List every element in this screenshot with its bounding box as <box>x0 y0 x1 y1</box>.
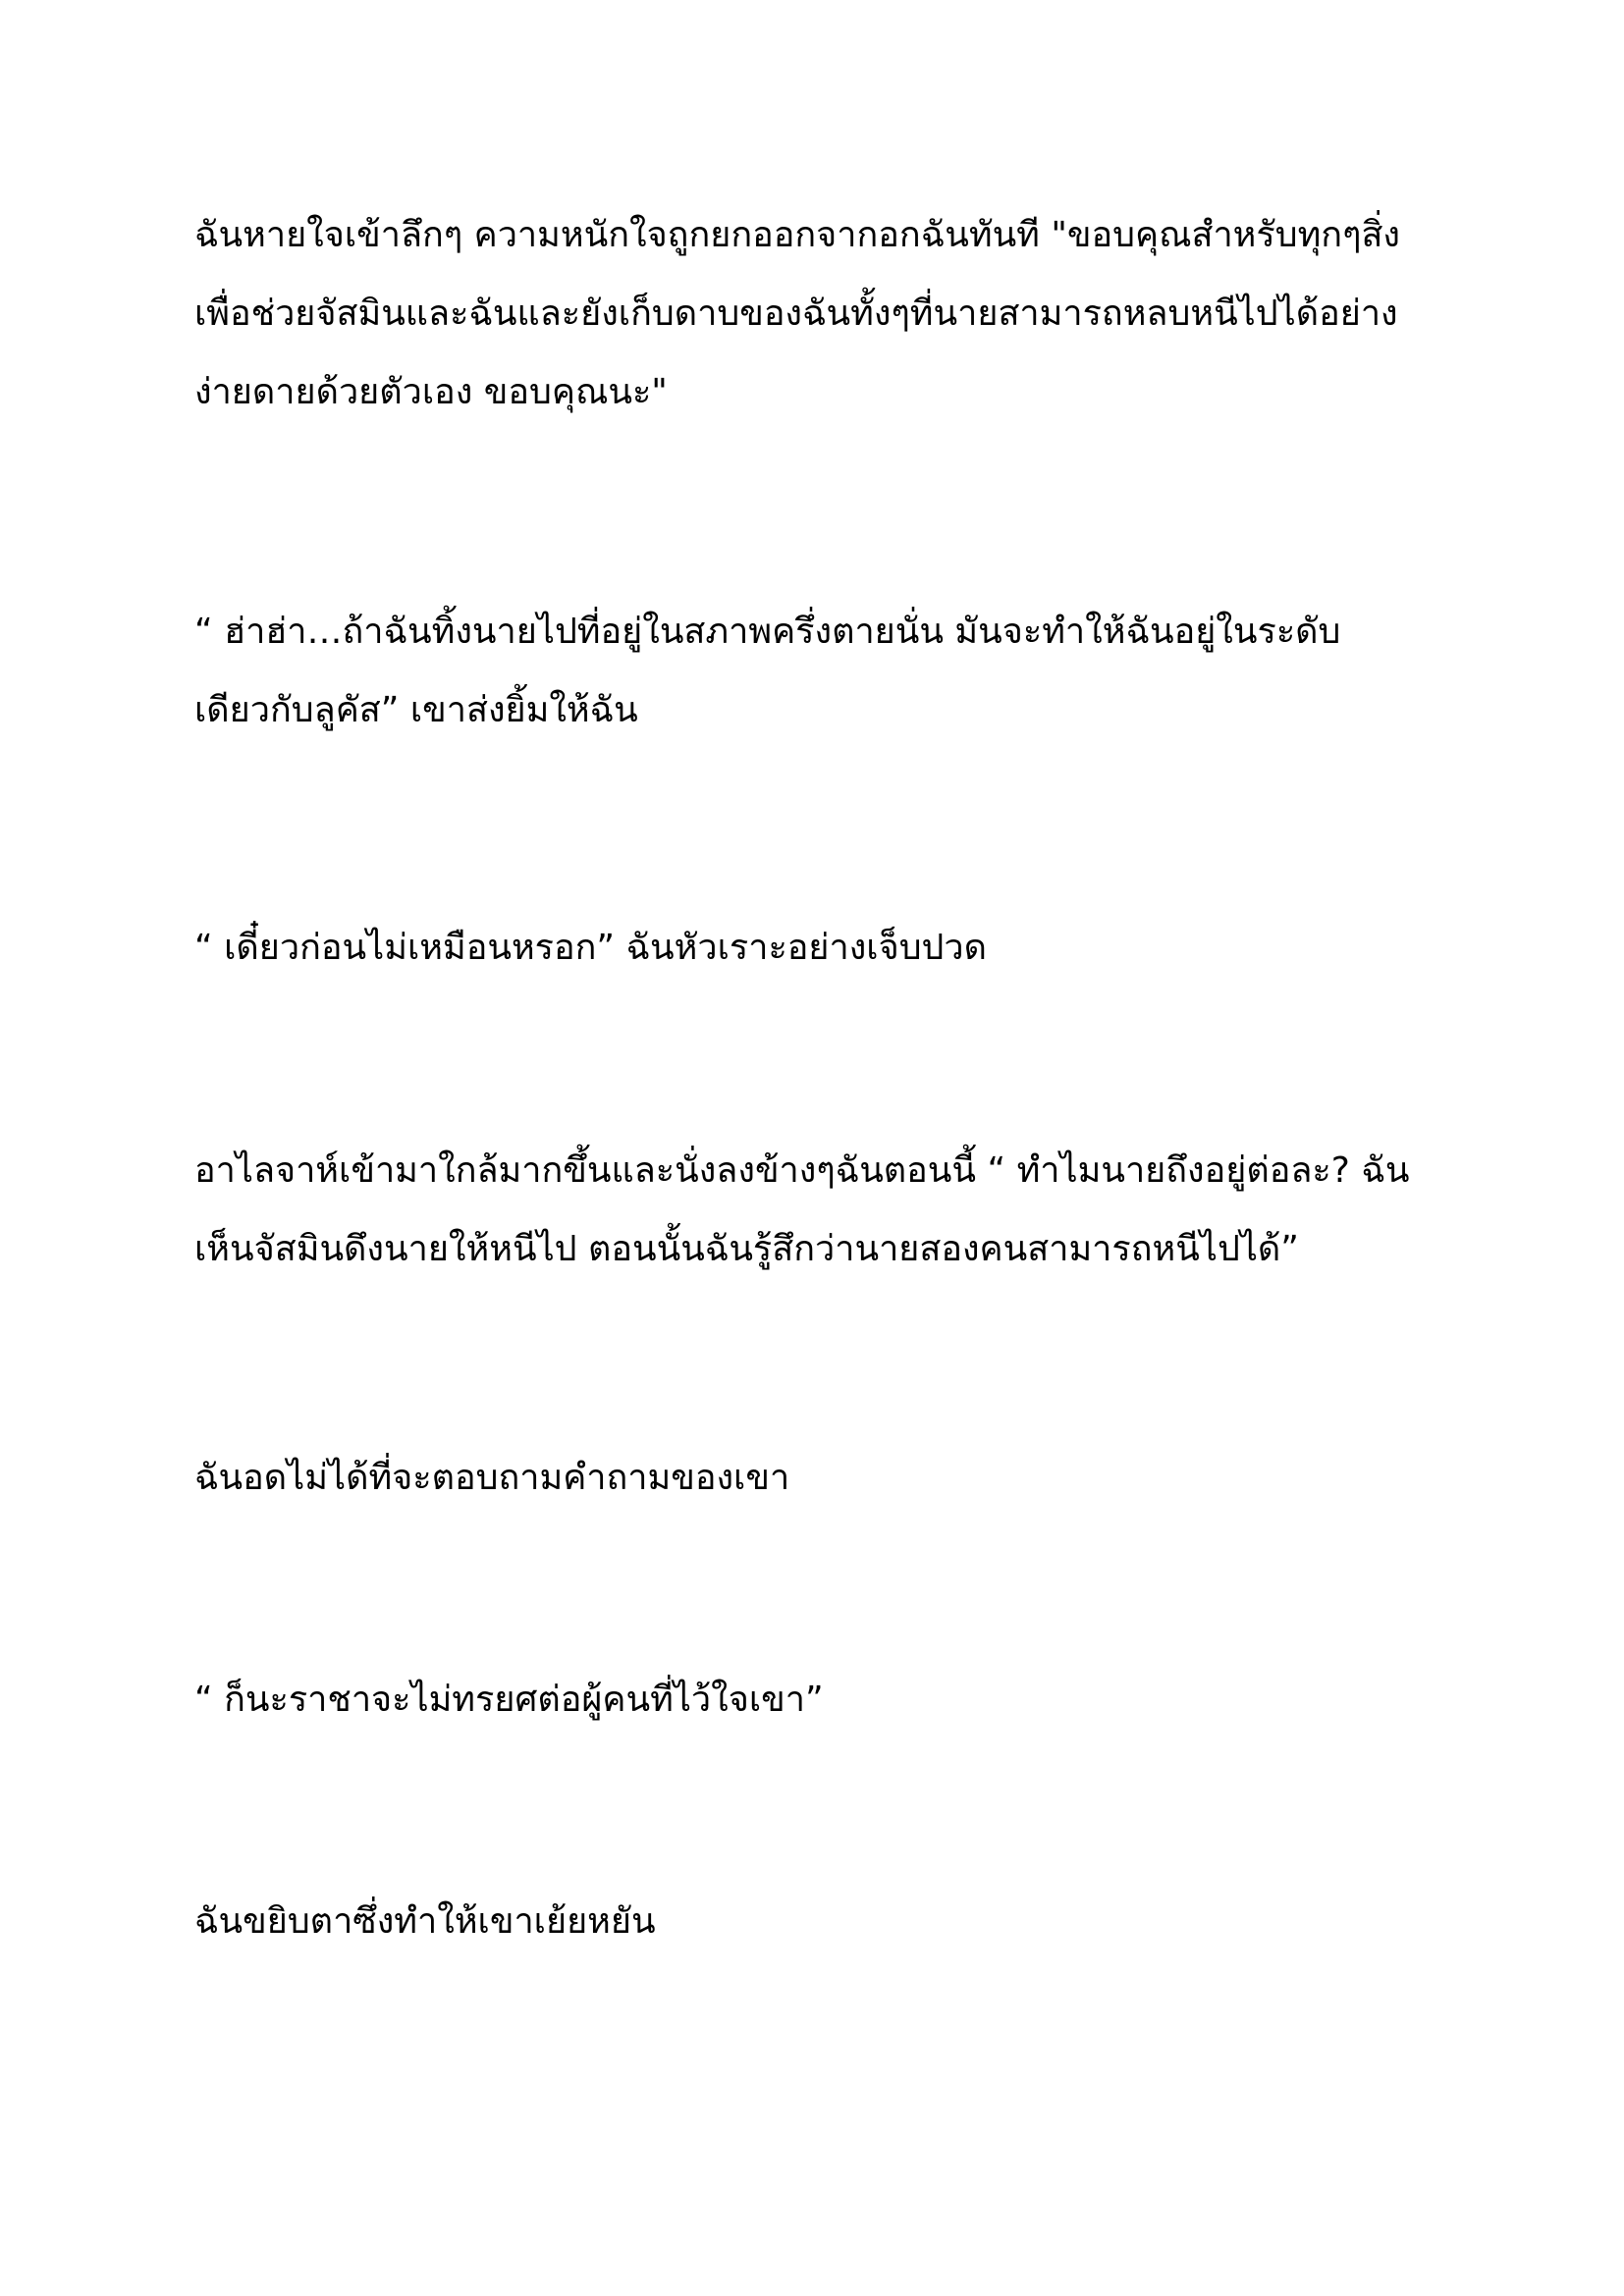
paragraph-7 <box>194 1883 1432 1961</box>
text-line: “ ฮ่าฮ่า…ถ้าฉันทิ้งนายไปที่อยู่ในสภาพครึ่งตายนั่น มันจะทำให้ฉันอยู่ในระดับ <box>194 612 1341 652</box>
paragraph-6 <box>194 1661 1432 1739</box>
paragraph-5 <box>194 1439 1432 1518</box>
text-line: เดียวกับลูคัส” เขาส่งยิ้มให้ฉัน <box>194 690 638 730</box>
text-line: “ ก็นะราชาจะไม่ทรยศต่อผู้คนที่ไว้ใจเขา” <box>194 1680 824 1720</box>
text-line: ฉันหายใจเข้าลึกๆ ความหนักใจถูกยกออกจากอกฉันทันที "ขอบคุณสำหรับทุกๆสิ่ง <box>194 215 1400 255</box>
text-line: เห็นจัสมินดึงนายให้หนีไป ตอนนั้นฉันรู้สึกว่านายสองคนสามารถหนีไปได้” <box>194 1229 1299 1269</box>
paragraph-3 <box>194 909 1432 988</box>
text-line: เพื่อช่วยจัสมินและฉันและยังเก็บดาบของฉันทั้งๆที่นายสามารถหลบหนีไปได้อย่าง <box>194 294 1398 334</box>
paragraph-1 <box>194 196 1432 432</box>
text-line: ง่ายดายด้วยตัวเอง ขอบคุณนะ" <box>194 372 668 412</box>
text-line: ฉันอดไม่ได้ที่จะตอบถามคำถามของเขา <box>194 1458 790 1498</box>
paragraph-2 <box>194 593 1432 750</box>
text-line: ฉันขยิบตาซึ่งทำให้เขาเย้ยหยัน <box>194 1901 656 1942</box>
paragraph-4 <box>194 1132 1432 1289</box>
text-line: “ เดี๋ยวก่อนไม่เหมือนหรอก” ฉันหัวเราะอย่างเจ็บปวด <box>194 928 987 968</box>
text-line: อาไลจาห์เข้ามาใกล้มากขึ้นและนั่งลงข้างๆฉันตอนนี้ “ ทำไมนายถึงอยู่ต่อละ? ฉัน <box>194 1150 1410 1191</box>
